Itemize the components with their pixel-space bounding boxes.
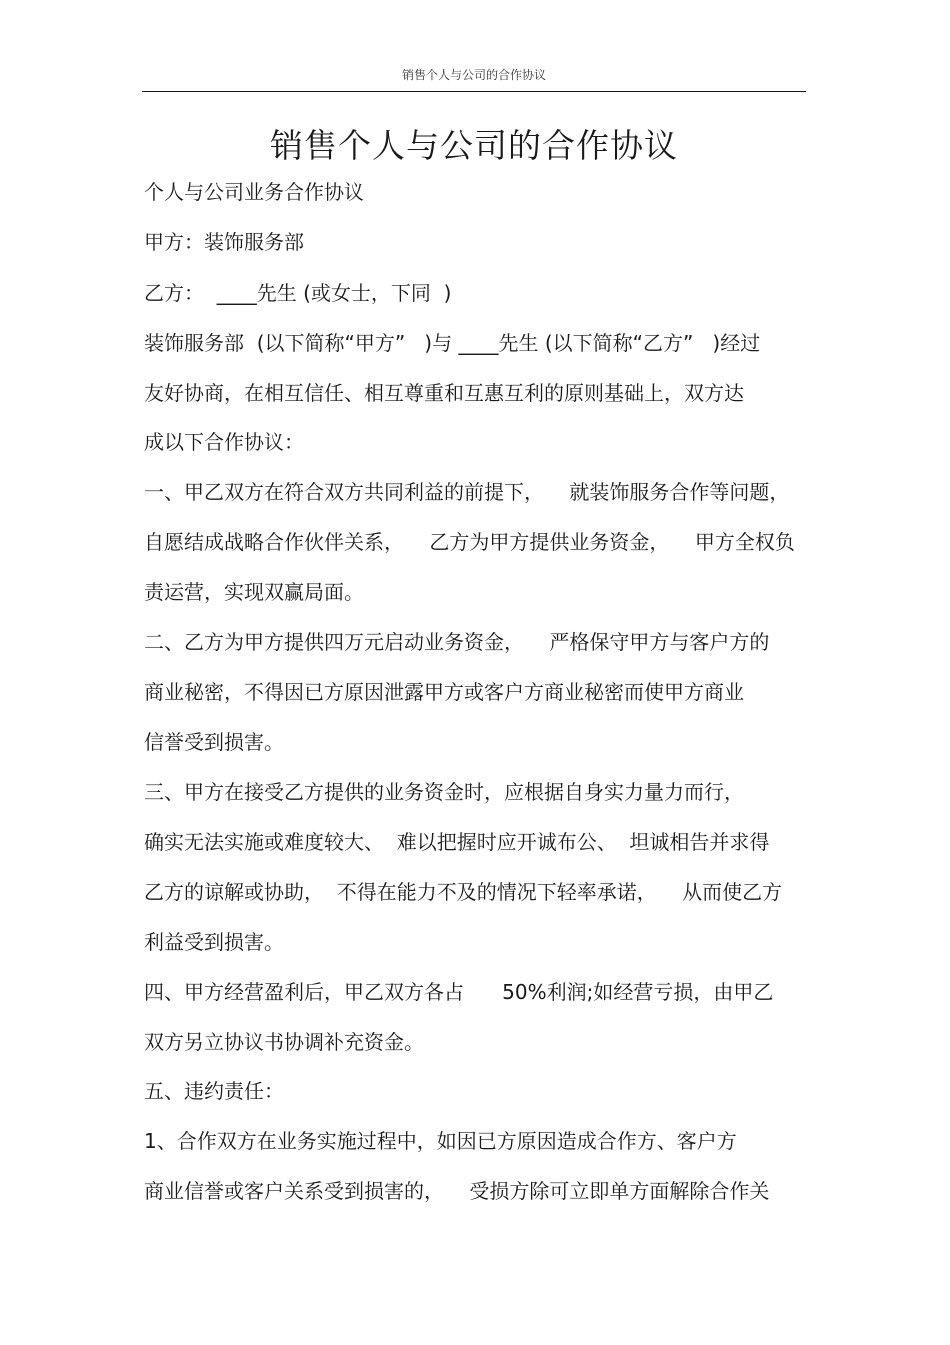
header-rule [142, 91, 806, 92]
body-line: 商业信誉或客户关系受到损害的， 受损方除可立即单方面解除合作关 [144, 1179, 770, 1203]
body-line: 五、违约责任： [144, 1079, 284, 1103]
body-line: 三、甲方在接受乙方提供的业务资金时，应根据自身实力量力而行， [144, 780, 744, 804]
body-line: 乙方的谅解或协助， 不得在能力不及的情况下轻率承诺， 从而使乙方 [144, 880, 783, 904]
body-line: 1、合作双方在业务实施过程中，如因已方原因造成合作方、客户方 [144, 1129, 737, 1153]
document-title: 销售个人与公司的合作协议 [270, 126, 678, 165]
body-line: 利益受到损害。 [144, 930, 284, 954]
body-line: 信誉受到损害。 [144, 730, 284, 754]
body-line: 甲方：装饰服务部 [144, 230, 304, 254]
body-line: 自愿结成战略合作伙伴关系， 乙方为甲方提供业务资金， 甲方全权负 [144, 530, 795, 554]
body-line: 商业秘密，不得因已方原因泄露甲方或客户方商业秘密而使甲方商业 [144, 680, 744, 704]
body-line: 乙方： ____先生 (或女士，下同 ) [144, 281, 452, 305]
body-line: 确实无法实施或难度较大、 难以把握时应开诚布公、 坦诚相告并求得 [144, 830, 770, 854]
body-line: 双方另立协议书协调补充资金。 [144, 1030, 424, 1054]
body-line: 一、甲乙双方在符合双方共同利益的前提下， 就装饰服务合作等问题， [144, 480, 790, 504]
body-line: 四、甲方经营盈利后，甲乙双方各占 50%利润;如经营亏损，由甲乙 [144, 980, 774, 1004]
body-line: 个人与公司业务合作协议 [144, 180, 364, 204]
body-line: 成以下合作协议： [144, 430, 304, 454]
body-line: 二、乙方为甲方提供四万元启动业务资金， 严格保守甲方与客户方的 [144, 630, 770, 654]
body-line: 友好协商，在相互信任、相互尊重和互惠互利的原则基础上，双方达 [144, 381, 744, 405]
body-line: 装饰服务部 (以下简称“甲方” )与 ____先生 (以下简称“乙方” )经过 [144, 331, 761, 355]
running-header: 销售个人与公司的合作协议 [401, 68, 546, 82]
body-line: 责运营，实现双赢局面。 [144, 580, 364, 604]
